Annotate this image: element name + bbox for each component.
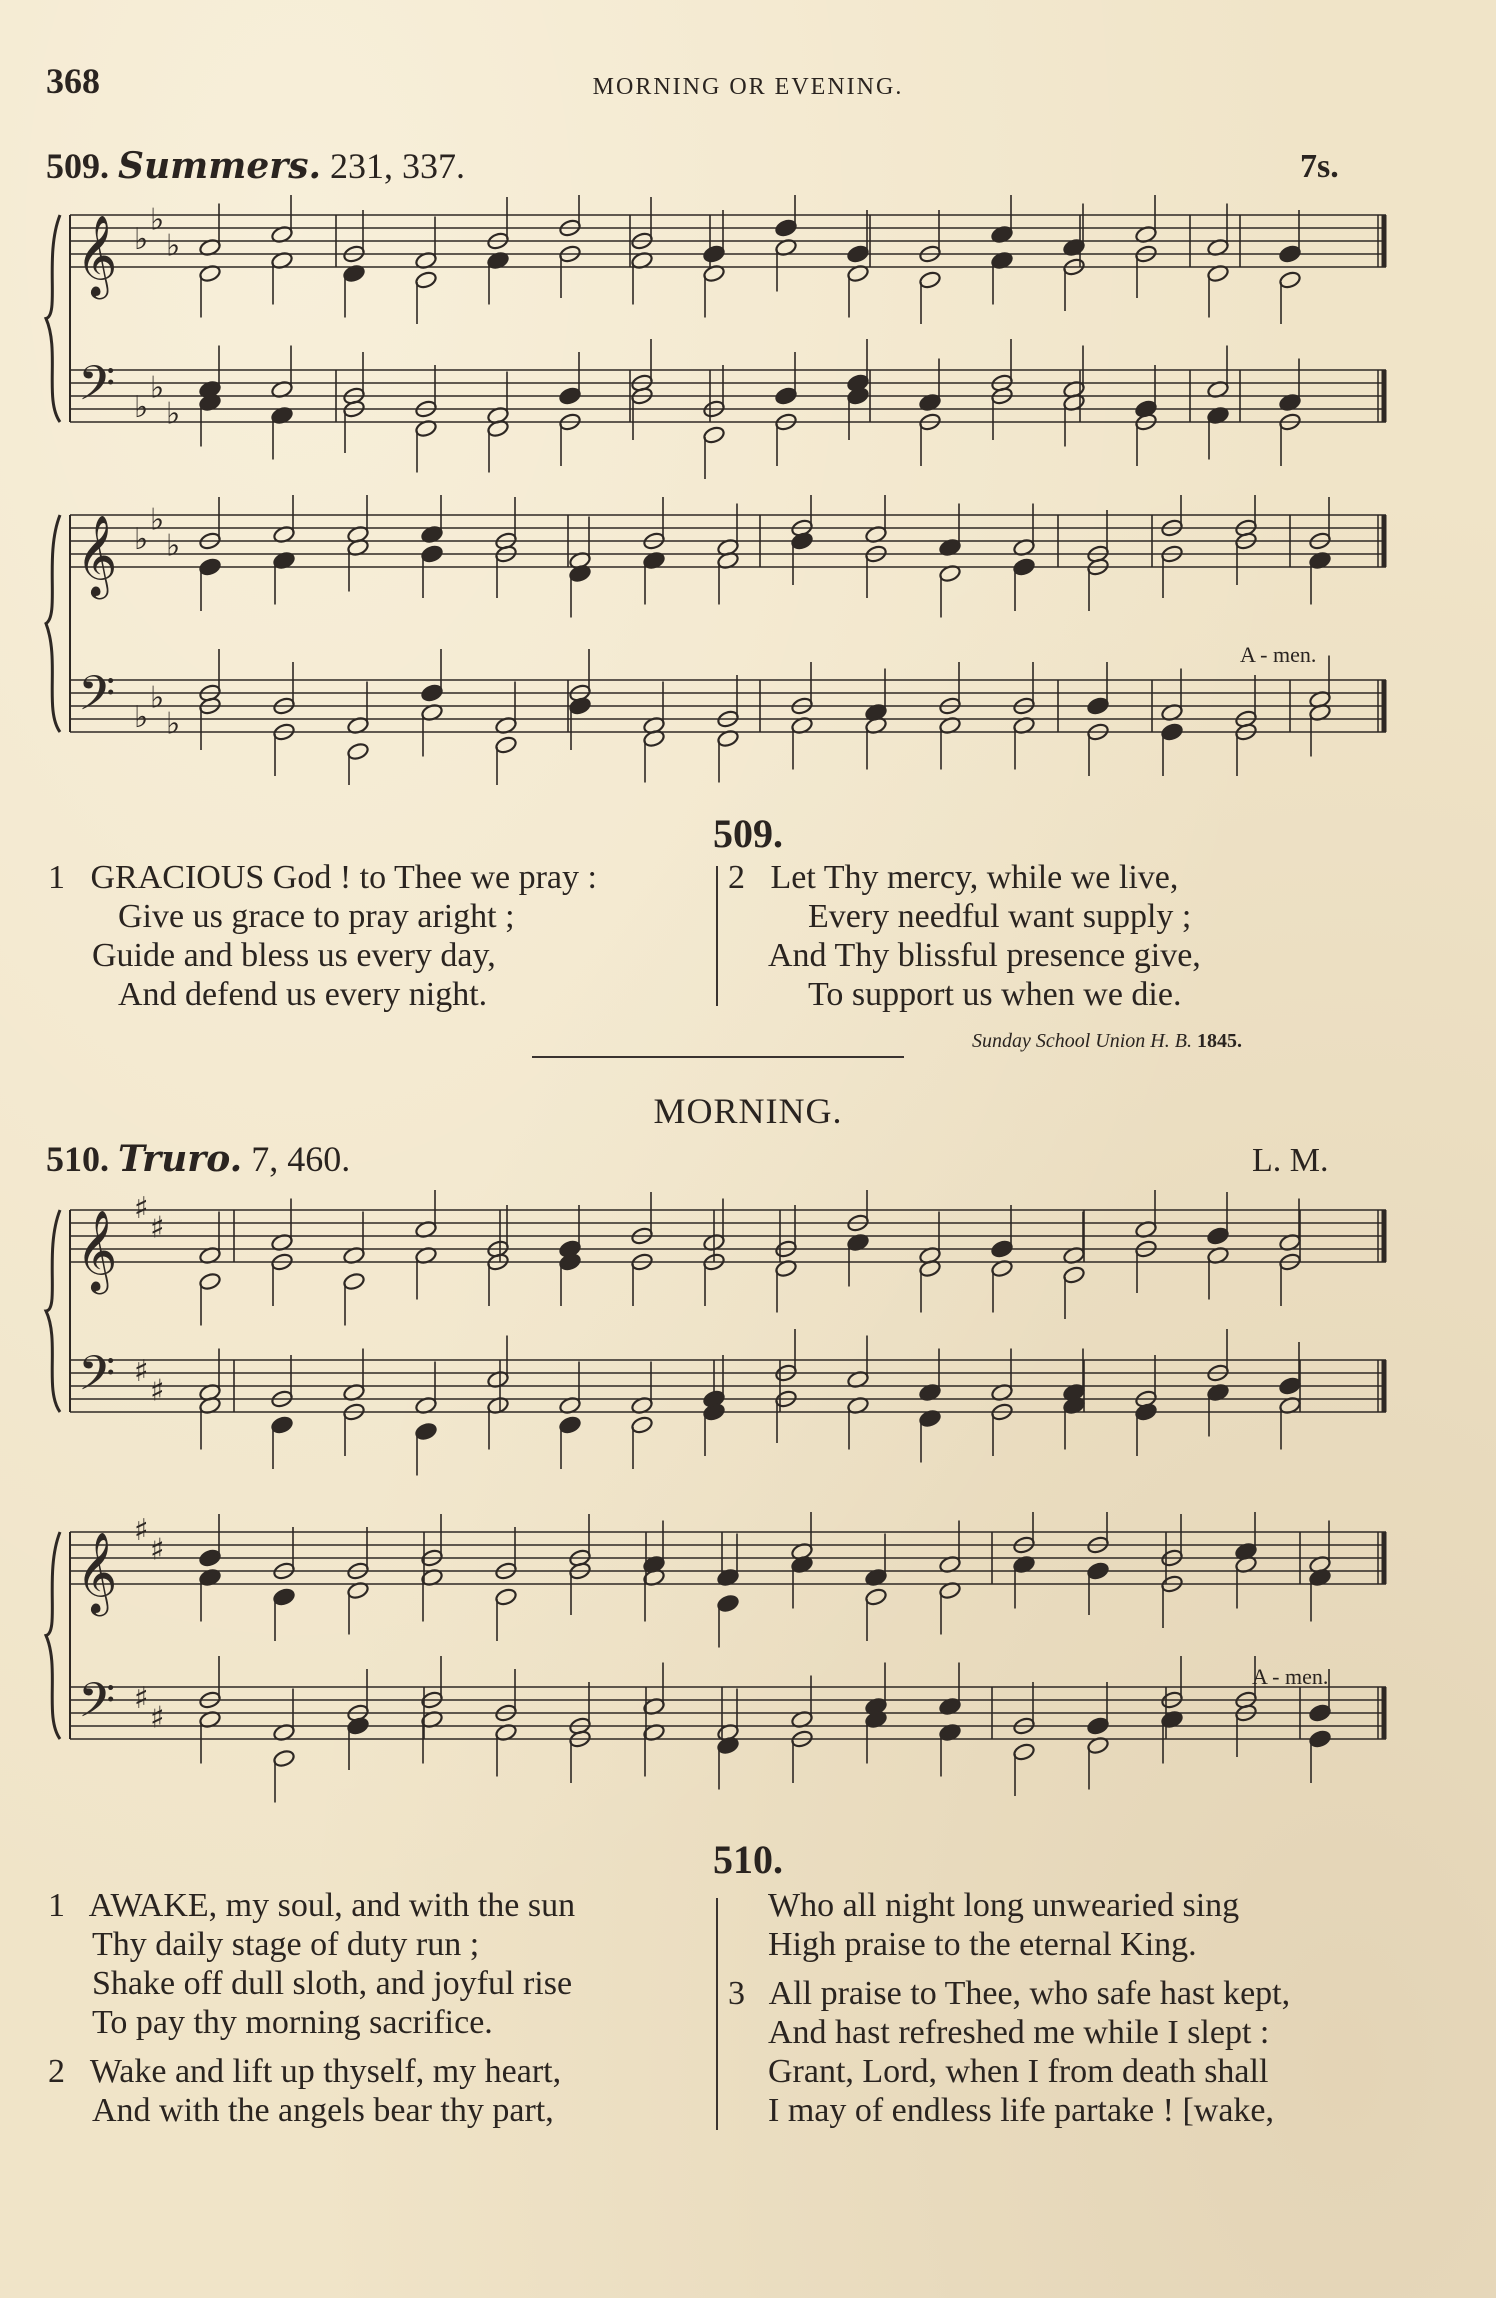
brace (46, 515, 60, 732)
key-signature-icon: ♭ (134, 222, 149, 257)
key-signature-icon: ♯ (134, 1513, 149, 1548)
verse-line: Shake off dull sloth, and joyful rise (92, 1965, 573, 2002)
note-head (272, 1749, 295, 1769)
tune-meter-510: L. M. (1252, 1142, 1329, 1179)
tune-heading-509 (46, 145, 465, 187)
note-head (1012, 1742, 1035, 1762)
key-signature-icon: ♭ (150, 680, 165, 716)
key-signature-icon: ♭ (150, 202, 165, 238)
key-signature-icon: ♭ (166, 228, 181, 264)
note-head (414, 1422, 437, 1442)
brace (46, 1532, 60, 1739)
key-signature-icon: ♯ (134, 1354, 149, 1389)
hymn-number-510: 510. (713, 1837, 783, 1882)
verse-line: Every needful want supply ; (808, 898, 1192, 935)
verses-509-right (728, 858, 1428, 1014)
note-head (494, 1587, 517, 1607)
tune-heading-510 (46, 1138, 350, 1180)
verse-line: To pay thy morning sacrifice. (92, 2004, 493, 2041)
brace (46, 215, 60, 422)
note-head (414, 270, 437, 290)
verse-line: High praise to the eternal King. (768, 1926, 1197, 1963)
verse-line: 2 Let Thy mercy, while we live, (728, 859, 1179, 896)
key-signature-icon: ♭ (134, 390, 149, 425)
attribution-509: Sunday School Union H. B. 1845. (972, 1030, 1242, 1052)
verse-line: And hast refreshed me while I slept : (768, 2014, 1270, 2051)
note-head (774, 218, 797, 238)
note-head (420, 683, 443, 703)
key-signature-icon: ♯ (134, 1681, 149, 1716)
verses-510-left (48, 1886, 718, 2130)
key-signature-icon: ♯ (150, 1210, 165, 1246)
verse-line: To support us when we die. (808, 976, 1182, 1013)
note-head (494, 735, 517, 755)
music-score-509-system-2 (0, 495, 1496, 785)
note-head (630, 1415, 653, 1435)
verses-509-left (48, 858, 718, 1014)
key-signature-icon: ♭ (150, 502, 165, 538)
amen-label-510: A - men. (1252, 1664, 1329, 1689)
verse-line: 3 All praise to Thee, who safe hast kept, (728, 1975, 1291, 2012)
note-head (198, 1272, 221, 1292)
verse-line: I may of endless life partake ! [wake, (768, 2092, 1274, 2129)
tune-refs: 231, 337. (330, 146, 466, 186)
note-head (342, 1272, 365, 1292)
verse-line: 1 GRACIOUS God ! to Thee we pray : (48, 859, 597, 896)
verse-line: Grant, Lord, when I from death shall (768, 2053, 1269, 2090)
note-head (198, 1548, 221, 1568)
key-signature-icon: ♭ (166, 396, 181, 432)
verse-line: 2 Wake and lift up thyself, my heart, (48, 2053, 562, 2090)
note-head (558, 386, 581, 406)
note-head (774, 386, 797, 406)
note-head (346, 742, 369, 762)
verse-line: And defend us every night. (118, 976, 488, 1013)
running-title: MORNING OR EVENING. (592, 74, 904, 100)
note-head (1278, 244, 1301, 264)
note-head (270, 1415, 293, 1435)
note-head (420, 544, 443, 564)
tune-refs: 7, 460. (251, 1139, 351, 1179)
verse-line: Thy daily stage of duty run ; (92, 1926, 480, 1963)
note-head (272, 1587, 295, 1607)
bass-clef-icon: 𝄢 (78, 355, 116, 423)
key-signature-icon: ♭ (150, 370, 165, 406)
tune-number: 510. (46, 1139, 109, 1179)
treble-clef-icon: 𝄞 (76, 514, 118, 596)
tune-meter-509: 7s. (1300, 148, 1339, 185)
note-head (1086, 1561, 1109, 1581)
verses-510-right (728, 1886, 1448, 2130)
key-signature-icon: ♭ (166, 706, 181, 742)
verse-line: Guide and bless us every day, (92, 937, 496, 974)
note-head (1308, 1703, 1331, 1723)
note-head (1278, 270, 1301, 290)
section-separator (532, 1056, 904, 1058)
note-head (990, 1239, 1013, 1259)
bass-clef-icon: 𝄢 (78, 1345, 116, 1413)
key-signature-icon: ♯ (134, 1191, 149, 1226)
note-head (558, 1415, 581, 1435)
key-signature-icon: ♭ (166, 528, 181, 564)
key-signature-icon: ♯ (150, 1532, 165, 1568)
page-number: 368 (46, 61, 100, 101)
key-signature-icon: ♯ (150, 1700, 165, 1736)
music-score-510-system-2 (0, 1512, 1496, 1812)
section-title: MORNING. (653, 1091, 843, 1131)
music-score-509-system-1 (0, 195, 1496, 485)
note-head (846, 244, 869, 264)
treble-clef-icon: 𝄞 (76, 1209, 118, 1291)
verse-line: And with the angels bear thy part, (92, 2092, 554, 2129)
tune-name: Truro. (118, 1138, 243, 1180)
note-head (918, 270, 941, 290)
note-head (1086, 696, 1109, 716)
bass-clef-icon: 𝄢 (78, 665, 116, 733)
note-head (1206, 1226, 1229, 1246)
running-head (0, 60, 1496, 120)
brace (46, 1210, 60, 1412)
music-score-510-system-1 (0, 1190, 1496, 1480)
verse-line: Who all night long unwearied sing (768, 1887, 1240, 1924)
tune-name: Summers. (118, 145, 322, 187)
note-head (1160, 722, 1183, 742)
verse-line: 1 AWAKE, my soul, and with the sun (48, 1887, 576, 1924)
note-head (1278, 1376, 1301, 1396)
note-head (1086, 1716, 1109, 1736)
tune-number: 509. (46, 146, 109, 186)
hymn-number-509: 509. (713, 811, 783, 856)
amen-label-509: A - men. (1240, 642, 1317, 667)
note-head (1062, 1265, 1085, 1285)
column-divider (716, 866, 718, 1006)
note-head (716, 1594, 739, 1614)
note-head (1308, 1729, 1331, 1749)
note-head (702, 425, 725, 445)
key-signature-icon: ♭ (134, 522, 149, 557)
note-head (702, 244, 725, 264)
column-divider (716, 1898, 718, 2130)
note-head (864, 1587, 887, 1607)
verse-line: Give us grace to pray aright ; (118, 898, 515, 935)
treble-clef-icon: 𝄞 (76, 214, 118, 296)
treble-clef-icon: 𝄞 (76, 1531, 118, 1613)
note-head (198, 557, 221, 577)
bass-clef-icon: 𝄢 (78, 1672, 116, 1740)
note-head (1012, 557, 1035, 577)
key-signature-icon: ♯ (150, 1373, 165, 1409)
key-signature-icon: ♭ (134, 700, 149, 735)
verse-line: And Thy blissful presence give, (768, 937, 1201, 974)
